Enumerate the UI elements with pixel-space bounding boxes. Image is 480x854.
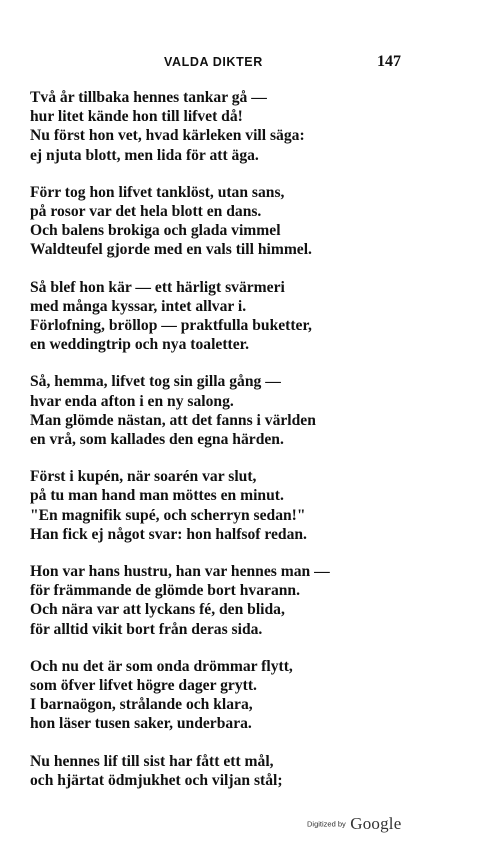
poem-line: Så, hemma, lifvet tog sin gilla gång — xyxy=(30,373,281,391)
poem-line: på tu man hand man möttes en minut. xyxy=(30,487,284,505)
poem-line: "En magnifik supé, och scherryn sedan!" xyxy=(30,506,306,524)
stanza-6 xyxy=(30,562,450,639)
poem-line: Och nära var att lyckans fé, den blida, xyxy=(30,601,285,619)
digitized-by-label: Digitized by xyxy=(307,819,346,829)
poem-line: Först i kupén, när soarén var slut, xyxy=(30,468,257,486)
poem-line: Hon var hans hustru, han var hennes man — xyxy=(30,563,330,581)
poem-text xyxy=(30,88,450,808)
poem-line: Och balens brokiga och glada vimmel xyxy=(30,222,281,240)
poem-line: med många kyssar, intet allvar i. xyxy=(30,297,247,315)
page-number: 147 xyxy=(377,53,401,70)
stanza-2 xyxy=(30,183,450,260)
stanza-3 xyxy=(30,278,450,355)
poem-line: för alltid vikit bort från deras sida. xyxy=(30,620,263,638)
poem-line: som öfver lifvet högre dager grytt. xyxy=(30,677,257,695)
poem-line: Man glömde nästan, att det fanns i världen xyxy=(30,411,316,429)
running-header xyxy=(0,55,480,75)
poem-line: I barnaögon, strålande och klara, xyxy=(30,696,253,714)
poem-line: på rosor var det hela blott en dans. xyxy=(30,203,262,221)
poem-line: Waldteufel gjorde med en vals till himmel. xyxy=(30,241,312,259)
google-logo: Google xyxy=(350,814,402,833)
poem-line: en weddingtrip och nya toaletter. xyxy=(30,336,250,354)
poem-line: och hjärtat ödmjukhet och viljan stål; xyxy=(30,771,283,789)
stanza-5 xyxy=(30,467,450,544)
poem-line: Nu först hon vet, hvad kärleken vill säga: xyxy=(30,127,305,145)
poem-line: Han fick ej något svar: hon halfsof redan. xyxy=(30,525,307,543)
poem-line: en vrå, som kallades den egna härden. xyxy=(30,431,284,449)
poem-line: Och nu det är som onda drömmar flytt, xyxy=(30,657,293,675)
stanza-8 xyxy=(30,752,450,790)
poem-line: för främmande de glömde bort hvarann. xyxy=(30,582,300,600)
stanza-7 xyxy=(30,657,450,734)
poem-line: Så blef hon kär — ett härligt svärmeri xyxy=(30,278,285,296)
poem-line: hur litet kände hon till lifvet då! xyxy=(30,108,243,126)
poem-line: hvar enda afton i en ny salong. xyxy=(30,392,234,410)
stanza-1 xyxy=(30,88,450,165)
poem-line: Förr tog hon lifvet tanklöst, utan sans, xyxy=(30,183,285,201)
book-title: VALDA DIKTER xyxy=(164,55,263,69)
poem-line: hon läser tusen saker, underbara. xyxy=(30,715,252,733)
poem-line: Två år tillbaka hennes tankar gå — xyxy=(30,89,267,106)
stanza-4 xyxy=(30,372,450,449)
digitization-credit xyxy=(307,814,401,834)
poem-line: Förlofning, bröllop — praktfulla buketter, xyxy=(30,317,312,335)
poem-line: Nu hennes lif till sist har fått ett mål, xyxy=(30,752,274,770)
poem-line: ej njuta blott, men lida för att äga. xyxy=(30,146,259,164)
